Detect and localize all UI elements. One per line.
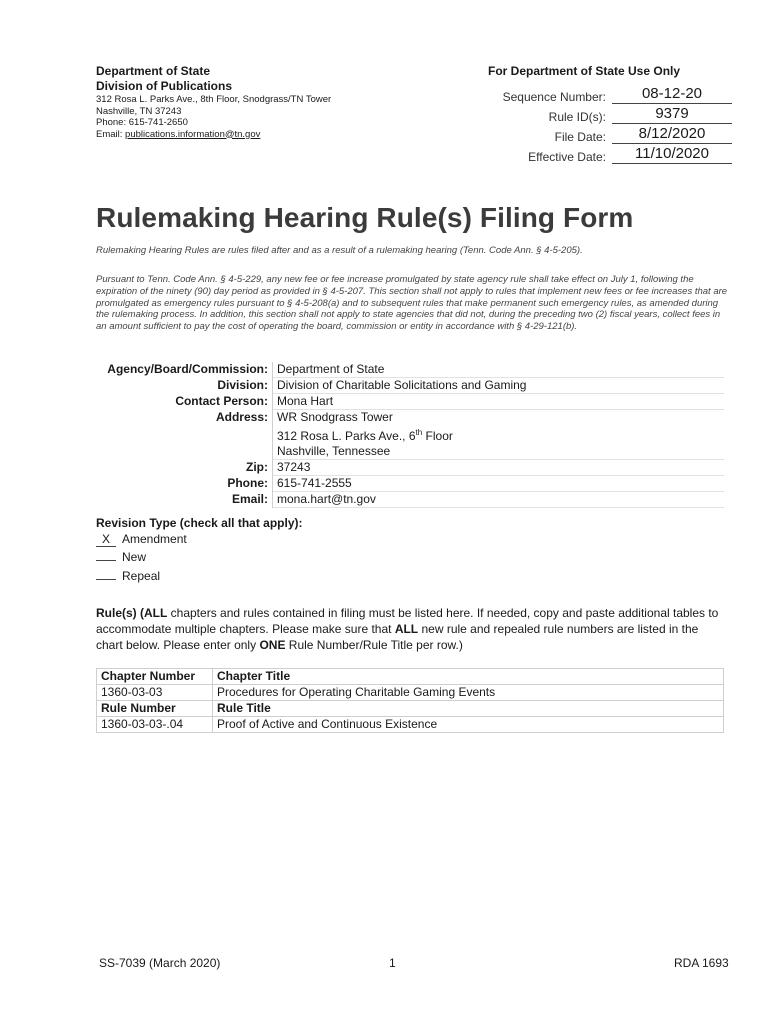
publisher-phone: Phone: 615-741-2650	[96, 117, 188, 128]
effective-date-value: 11/10/2020	[612, 145, 732, 164]
dept-name: Department of State	[96, 64, 211, 78]
zip-label: Zip:	[96, 460, 273, 476]
rule-title-header: Rule Title	[213, 701, 724, 717]
publisher-address-line2: Nashville, TN 37243	[96, 105, 182, 117]
footer-page-number: 1	[389, 956, 396, 970]
publisher-block	[96, 64, 331, 140]
division-label: Division:	[96, 378, 273, 394]
rules-instr-part5: new rule and repealed rule numbers are listed in the chart below. Please enter only	[96, 622, 699, 652]
footer-rda: RDA 1693	[674, 956, 729, 970]
address-line2	[277, 425, 720, 444]
rule-number-header: Rule Number	[97, 701, 213, 717]
address-value	[273, 410, 725, 460]
rules-instr-part1: Rule(s) (	[96, 606, 144, 620]
zip-value: 37243	[273, 460, 725, 476]
rules-instr-part4: ALL	[394, 622, 419, 636]
revision-option-repeal[interactable]	[96, 566, 303, 585]
email-label: Email:	[96, 492, 273, 508]
rule-id-value: 9379	[612, 105, 732, 124]
state-use-title: For Department of State Use Only	[488, 64, 681, 78]
file-date-value: 8/12/2020	[612, 125, 732, 144]
address-line2-sup: th	[415, 428, 423, 437]
repeal-label: Repeal	[122, 568, 161, 583]
rules-instr-part7: Rule Number/Rule Title per row.)	[285, 638, 463, 652]
chapter-row	[97, 685, 724, 701]
address-line1: WR Snodgrass Tower	[277, 410, 393, 424]
division-value: Division of Charitable Solicitations and Gaming	[273, 378, 725, 394]
chapter-number-cell: 1360-03-03	[97, 685, 213, 701]
contact-label: Contact Person:	[96, 394, 273, 410]
form-subtitle: Rulemaking Hearing Rules are rules filed after and as a result of a rulemaking hearing (Tenn. Code Ann. § 4-5-205).	[96, 245, 583, 256]
new-label: New	[122, 550, 147, 564]
revision-type-title: Revision Type (check all that apply):	[96, 516, 303, 530]
contact-row	[96, 394, 724, 410]
phone-value: 615-741-2555	[273, 476, 725, 492]
rule-title-cell: Proof of Active and Continuous Existence	[213, 717, 724, 733]
revision-option-new[interactable]	[96, 547, 303, 566]
address-line2-post: Floor	[422, 429, 453, 443]
agency-table	[96, 362, 724, 508]
effective-date-label: Effective Date:	[528, 150, 606, 164]
publisher-email-label: Email:	[96, 128, 126, 140]
fee-paragraph: Pursuant to Tenn. Code Ann. § 4-5-229, any new fee or fee increase promulgated by state agency rule shall take effect on July 1, following the expiration of the ninety (90) day period as provided in § 4-5-207. This section shall not apply to rules that implement new fees or fee increases that are promulgated as emergency rules pursuant to § 4-5-208(a) and to subsequent rules that make permanent such emergency rules, as amended during the rulemaking process. In addition, this section shall not apply to state agencies that did not, during the preceding two (2) fiscal years, collect fees in an amount sufficient to pay the cost of operating the board, commission or entity in accordance with § 4-29-121(b).	[96, 274, 728, 333]
rules-instr-part6: ONE	[259, 638, 286, 652]
chapter-title-header: Chapter Title	[213, 669, 724, 685]
rule-header-row	[97, 701, 724, 717]
publisher-email-row	[96, 129, 331, 141]
amendment-label: Amendment	[122, 531, 187, 546]
address-row	[96, 410, 724, 460]
repeal-checkbox[interactable]	[96, 566, 116, 580]
rule-id-row	[478, 105, 732, 124]
file-date-label: File Date:	[554, 130, 606, 144]
state-use-block	[478, 64, 732, 164]
address-line2-pre: 312 Rosa L. Parks Ave., 6	[277, 429, 416, 443]
amendment-checkbox[interactable]: X	[96, 533, 116, 547]
division-row	[96, 378, 724, 394]
agency-row	[96, 362, 724, 378]
new-checkbox[interactable]	[96, 547, 116, 561]
rules-instr-part2: ALL	[144, 606, 168, 620]
chapter-title-cell: Procedures for Operating Charitable Gaming Events	[213, 685, 724, 701]
publisher-address-line1: 312 Rosa L. Parks Ave., 8th Floor, Snodgrass/TN Tower	[96, 94, 332, 105]
form-title: Rulemaking Hearing Rule(s) Filing Form	[96, 202, 634, 233]
revision-option-amendment[interactable]	[96, 532, 303, 548]
sequence-number-value: 08-12-20	[612, 85, 732, 104]
rules-instructions	[96, 605, 726, 653]
email-row	[96, 492, 724, 508]
rules-table	[96, 668, 724, 733]
email-value[interactable]: mona.hart@tn.gov	[273, 492, 725, 508]
phone-label: Phone:	[96, 476, 273, 492]
sequence-number-row	[478, 85, 732, 104]
revision-type-block	[96, 516, 303, 584]
rule-id-label: Rule ID(s):	[548, 110, 606, 124]
agency-label: Agency/Board/Commission:	[96, 362, 273, 378]
publisher-email-link[interactable]: publications.information@tn.gov	[125, 128, 261, 140]
chapter-number-header: Chapter Number	[97, 669, 213, 685]
division-name: Division of Publications	[96, 79, 233, 93]
sequence-number-label: Sequence Number:	[502, 90, 606, 104]
footer-form-id: SS-7039 (March 2020)	[99, 956, 221, 970]
agency-value: Department of State	[273, 362, 725, 378]
file-date-row	[478, 125, 732, 144]
chapter-header-row	[97, 669, 724, 685]
address-label: Address:	[96, 410, 273, 460]
zip-row	[96, 460, 724, 476]
rule-row	[97, 717, 724, 733]
rule-number-cell: 1360-03-03-.04	[97, 717, 213, 733]
effective-date-row	[478, 145, 732, 164]
rules-instr-part3: chapters and rules contained in filing must be listed here. If needed, copy and paste additional tables to accommodate multiple chapters. Please make sure that	[96, 606, 719, 636]
contact-value: Mona Hart	[273, 394, 725, 410]
phone-row	[96, 476, 724, 492]
address-line3: Nashville, Tennessee	[277, 444, 391, 458]
